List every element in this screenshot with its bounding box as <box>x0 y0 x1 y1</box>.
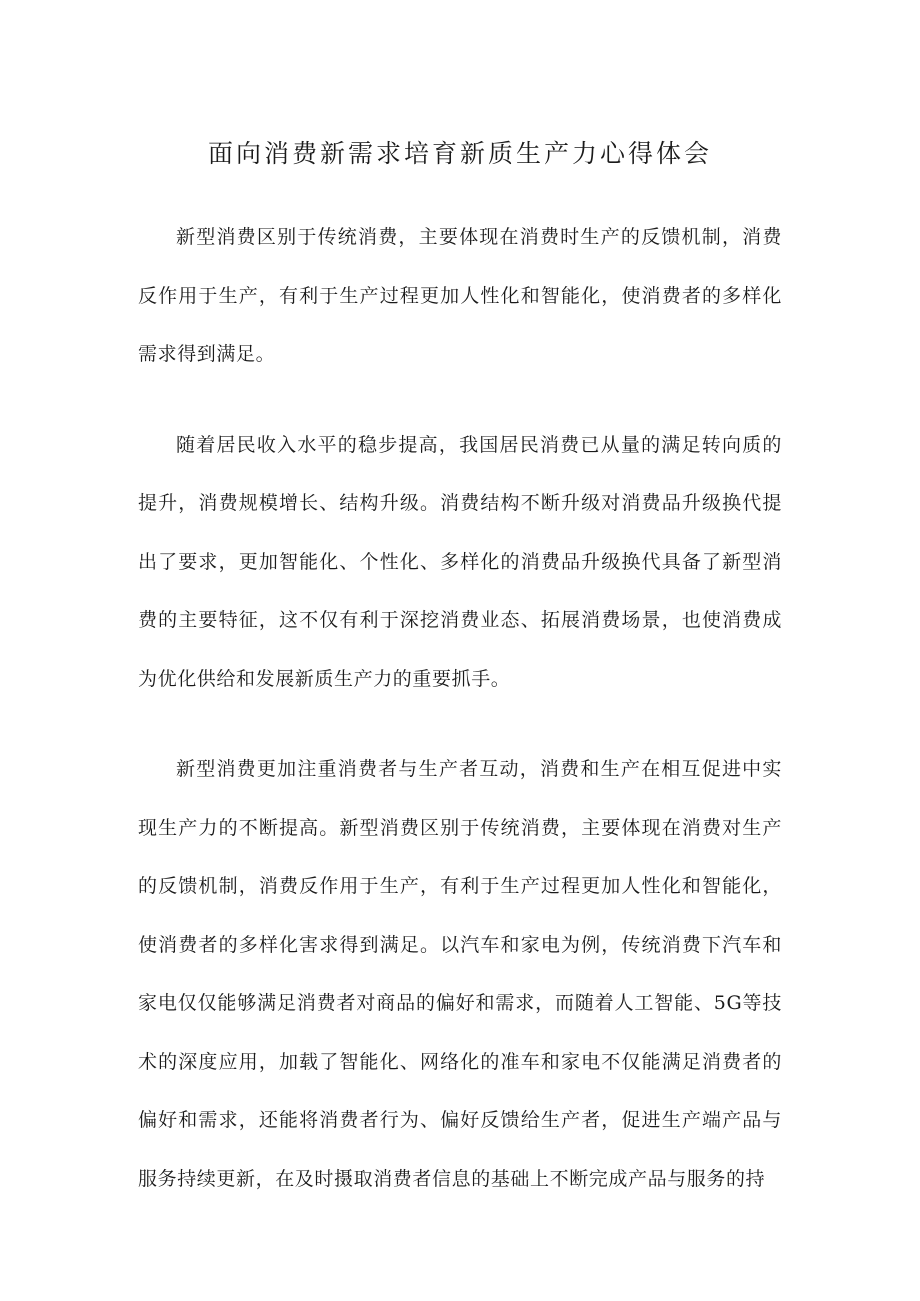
paragraph: 新型消费区别于传统消费，主要体现在消费时生产的反馈机制，消费反作用于生产，有利于生产过程更加人性化和智能化，使消费者的多样化需求得到满足。 <box>138 226 782 365</box>
paragraph: 新型消费更加注重消费者与生产者互动，消费和生产在相互促进中实现生产力的不断提高。新型消费区别于传统消费，主要体现在消费对生产的反馈机制，消费反作用于生产，有利于生产过程更加人性化和智能化，使消费者的多样化害求得到满足。以汽车和家电为例，传统消费下汽车和家电仅仅能够满足消费者对商品的偏好和需求，而随着人工智能、5G等技术的深度应用，加载了智能化、网络化的准车和家电不仅能满足消费者的偏好和需求，还能将消费者行为、偏好反馈给生产者，促进生产端产品与服务持续更新，在及时摄取消费者信息的基础上不断完成产品与服务的持 <box>138 758 782 1190</box>
document-body <box>138 208 782 1240</box>
document-title: 面向消费新需求培育新质生产力心得体会 <box>207 139 712 168</box>
paragraph: 随着居民收入水平的稳步提高，我国居民消费已从量的满足转向质的提升，消费规模增长、结构升级。消费结构不断升级对消费品升级换代提出了要求，更加智能化、个性化、多样化的消费品升级换代具备了新型消费的主要特征，这不仅有利于深挖消费业态、拓展消费场景，也使消费成为优化供给和发展新质生产力的重要抓手。 <box>138 433 782 690</box>
